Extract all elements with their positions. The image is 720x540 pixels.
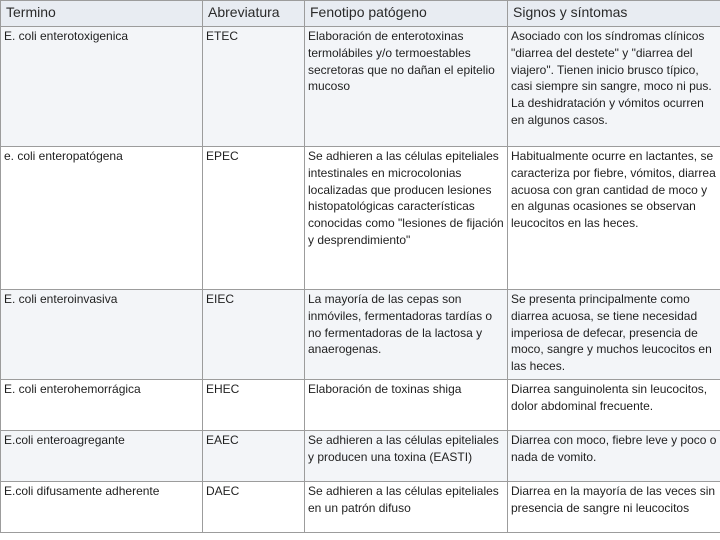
table-row bbox=[1, 431, 720, 482]
header-signos: Signos y síntomas bbox=[508, 1, 720, 27]
cell-abreviatura: DAEC bbox=[203, 482, 305, 533]
cell-signos: Habitualmente ocurre en lactantes, se caracteriza por fiebre, vómitos, diarrea acuosa con gran cantidad de moco y en algunas ocasiones se observan leucocitos en las heces. bbox=[508, 147, 720, 290]
cell-abreviatura: ETEC bbox=[203, 27, 305, 147]
cell-abreviatura: EPEC bbox=[203, 147, 305, 290]
cell-fenotipo: Se adhieren a las células epiteliales en un patrón difuso bbox=[305, 482, 508, 533]
table-row bbox=[1, 147, 720, 290]
cell-fenotipo: Elaboración de enterotoxinas termolábiles y/o termoestables secretoras que no dañan el epitelio mucoso bbox=[305, 27, 508, 147]
table-row bbox=[1, 27, 720, 147]
cell-signos: Diarrea con moco, fiebre leve y poco o nada de vomito. bbox=[508, 431, 720, 482]
table-row bbox=[1, 482, 720, 533]
cell-abreviatura: EHEC bbox=[203, 380, 305, 431]
cell-abreviatura: EIEC bbox=[203, 290, 305, 380]
cell-termino: E.coli difusamente adherente bbox=[1, 482, 203, 533]
header-fenotipo: Fenotipo patógeno bbox=[305, 1, 508, 27]
cell-signos: Se presenta principalmente como diarrea acuosa, se tiene necesidad imperiosa de defecar, presencia de moco, sangre y muchos leucocitos en las heces. bbox=[508, 290, 720, 380]
cell-termino: E. coli enterohemorrágica bbox=[1, 380, 203, 431]
cell-fenotipo: La mayoría de las cepas son inmóviles, fermentadoras tardías o no fermentadoras de la lactosa y anaerogenas. bbox=[305, 290, 508, 380]
cell-termino: e. coli enteropatógena bbox=[1, 147, 203, 290]
cell-abreviatura: EAEC bbox=[203, 431, 305, 482]
header-abreviatura: Abreviatura bbox=[203, 1, 305, 27]
cell-termino: E.coli enteroagregante bbox=[1, 431, 203, 482]
cell-signos: Asociado con los síndromas clínicos "diarrea del destete" y "diarrea del viajero". Tienen inicio brusco típico, casi siempre sin sangre, moco ni pus. La deshidratación y vómitos ocurren en algunos casos. bbox=[508, 27, 720, 147]
cell-fenotipo: Elaboración de toxinas shiga bbox=[305, 380, 508, 431]
table-header-row bbox=[1, 1, 720, 27]
header-termino: Termino bbox=[1, 1, 203, 27]
table-row bbox=[1, 290, 720, 380]
cell-termino: E. coli enterotoxigenica bbox=[1, 27, 203, 147]
table-row bbox=[1, 380, 720, 431]
cell-termino: E. coli enteroinvasiva bbox=[1, 290, 203, 380]
cell-fenotipo: Se adhieren a las células epiteliales y producen una toxina (EASTI) bbox=[305, 431, 508, 482]
cell-signos: Diarrea en la mayoría de las veces sin presencia de sangre ni leucocitos bbox=[508, 482, 720, 533]
cell-signos: Diarrea sanguinolenta sin leucocitos, dolor abdominal frecuente. bbox=[508, 380, 720, 431]
cell-fenotipo: Se adhieren a las células epiteliales intestinales en microcolonias localizadas que producen lesiones histopatológicas características conocidas como "lesiones de fijación y desprendimiento" bbox=[305, 147, 508, 290]
